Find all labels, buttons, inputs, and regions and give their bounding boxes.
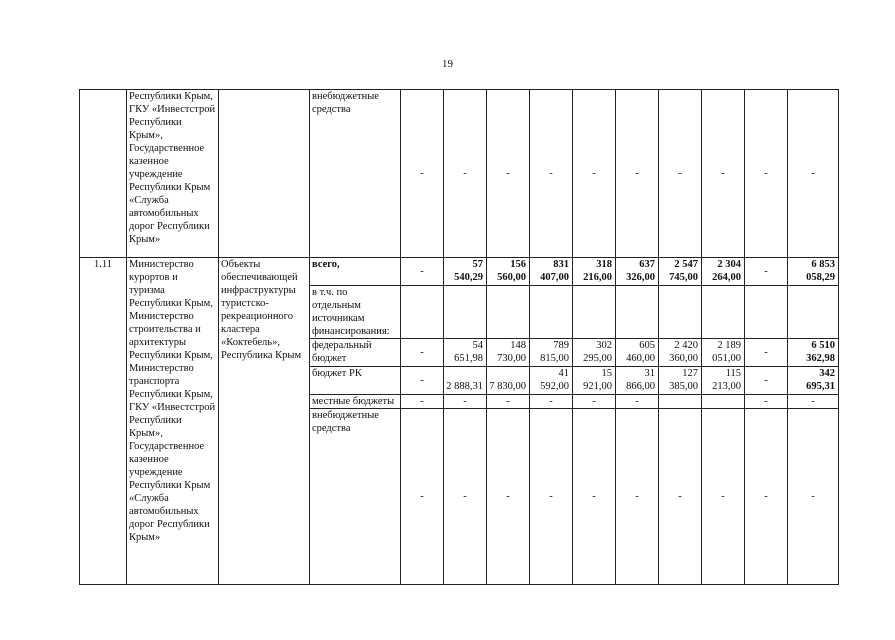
value-cell — [616, 286, 659, 339]
value-cell: 831 407,00 — [530, 258, 573, 286]
value-cell: - — [702, 90, 745, 258]
source-cell: внебюджетные средства — [310, 90, 401, 258]
value-cell: 2 304 264,00 — [702, 258, 745, 286]
value-cell: - — [530, 90, 573, 258]
source-cell: местные бюджеты — [310, 395, 401, 409]
value-cell — [659, 395, 702, 409]
value-cell: - — [487, 90, 530, 258]
value-cell: 789 815,00 — [530, 339, 573, 367]
value-cell: - — [444, 395, 487, 409]
value-cell — [702, 395, 745, 409]
value-cell: - — [530, 409, 573, 585]
page-number: 19 — [442, 58, 453, 70]
value-cell — [702, 286, 745, 339]
value-cell: 6 853 058,29 — [788, 258, 839, 286]
value-cell: 148 730,00 — [487, 339, 530, 367]
value-cell: - — [659, 409, 702, 585]
value-cell: - — [487, 395, 530, 409]
value-cell: 115 213,00 — [702, 367, 745, 395]
value-cell: - — [788, 409, 839, 585]
value-cell: - — [788, 395, 839, 409]
value-cell: - — [745, 395, 788, 409]
value-cell: 637 326,00 — [616, 258, 659, 286]
row-number-cell: 1.11 — [80, 258, 127, 585]
value-cell: 2 420 360,00 — [659, 339, 702, 367]
source-cell: бюджет РК — [310, 367, 401, 395]
source-cell: внебюджетные средства — [310, 409, 401, 585]
value-cell: - — [745, 409, 788, 585]
value-cell: - — [401, 90, 444, 258]
value-cell: - — [444, 409, 487, 585]
executor-cell: Министерство курортов и туризма Республики Крым, Министерство строительства и архитектуры Республики Крым, Министерство транспорта Республики Крым, ГКУ «Инвестстрой Республики Крым», Государственное казенное учреждение Республики Крым «Служба автомобильных дорог Республики Крым» — [127, 258, 219, 585]
value-cell: 342 695,31 — [788, 367, 839, 395]
value-cell — [573, 286, 616, 339]
value-cell: 54 651,98 — [444, 339, 487, 367]
financing-table — [79, 89, 839, 585]
value-cell: - — [788, 90, 839, 258]
value-cell: 15 921,00 — [573, 367, 616, 395]
source-cell: федеральный бюджет — [310, 339, 401, 367]
value-cell: 318 216,00 — [573, 258, 616, 286]
value-cell: 2 888,31 — [444, 367, 487, 395]
value-cell: - — [487, 409, 530, 585]
value-cell — [444, 286, 487, 339]
object-cell — [219, 90, 310, 258]
source-cell: в т.ч. по отдельным источникам финансирования: — [310, 286, 401, 339]
executor-cell: Республики Крым, ГКУ «Инвестстрой Республики Крым», Государственное казенное учреждение Республики Крым «Служба автомобильных дорог Республики Крым» — [127, 90, 219, 258]
value-cell: 302 295,00 — [573, 339, 616, 367]
value-cell: - — [616, 395, 659, 409]
value-cell: - — [573, 90, 616, 258]
object-cell: Объекты обеспечивающей инфраструктуры туристско-рекреационного кластера «Коктебель», Республика Крым — [219, 258, 310, 585]
value-cell: - — [745, 258, 788, 286]
value-cell: - — [616, 90, 659, 258]
value-cell: 605 460,00 — [616, 339, 659, 367]
value-cell: 2 189 051,00 — [702, 339, 745, 367]
value-cell: 57 540,29 — [444, 258, 487, 286]
value-cell — [788, 286, 839, 339]
value-cell: 7 830,00 — [487, 367, 530, 395]
value-cell — [401, 286, 444, 339]
value-cell: - — [401, 258, 444, 286]
value-cell: 156 560,00 — [487, 258, 530, 286]
value-cell: - — [702, 409, 745, 585]
value-cell — [659, 286, 702, 339]
value-cell — [487, 286, 530, 339]
value-cell: - — [616, 409, 659, 585]
table-row — [80, 90, 839, 258]
value-cell: - — [745, 367, 788, 395]
value-cell: 127 385,00 — [659, 367, 702, 395]
value-cell: 41 592,00 — [530, 367, 573, 395]
value-cell: - — [659, 90, 702, 258]
value-cell: - — [573, 395, 616, 409]
source-cell: всего, — [310, 258, 401, 286]
value-cell: - — [401, 339, 444, 367]
value-cell: - — [573, 409, 616, 585]
value-cell: 6 510 362,98 — [788, 339, 839, 367]
value-cell: - — [401, 367, 444, 395]
value-cell: - — [745, 90, 788, 258]
row-number-cell — [80, 90, 127, 258]
value-cell: - — [745, 339, 788, 367]
value-cell: 31 866,00 — [616, 367, 659, 395]
value-cell — [745, 286, 788, 339]
value-cell: - — [530, 395, 573, 409]
value-cell: - — [401, 395, 444, 409]
value-cell: - — [401, 409, 444, 585]
value-cell: - — [444, 90, 487, 258]
value-cell — [530, 286, 573, 339]
table-row — [80, 258, 839, 286]
value-cell: 2 547 745,00 — [659, 258, 702, 286]
